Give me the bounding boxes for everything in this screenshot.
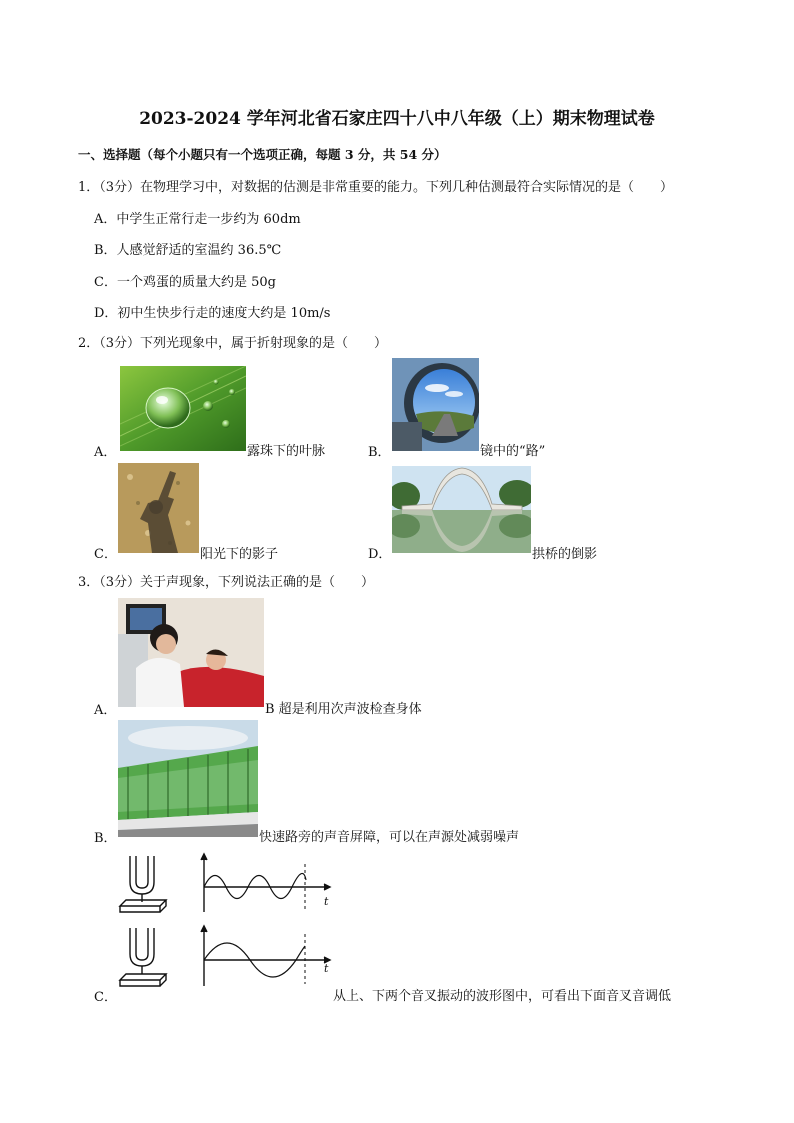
question-2-option-a-letter[interactable]: A． <box>94 445 117 460</box>
lower-waveform-graph <box>201 926 330 986</box>
question-2-option-d-text[interactable]: 拱桥的倒影 <box>532 547 598 562</box>
question-1-option-a[interactable]: A．中学生正常行走一步约为 60dm <box>94 212 301 227</box>
section-heading: 一、选择题（每个小题只有一个选项正确，每题 3 分，共 54 分） <box>78 147 447 162</box>
question-2-option-c-text[interactable]: 阳光下的影子 <box>200 547 279 562</box>
upper-tuning-fork-icon <box>120 856 166 912</box>
question-2-option-b-letter[interactable]: B． <box>368 445 391 460</box>
question-2-stem: 2．（3分）下列光现象中，属于折射现象的是（ ） <box>78 336 388 351</box>
question-3-option-b-text[interactable]: 快速路旁的声音屏障，可以在声源处减弱噪声 <box>259 830 520 845</box>
dewdrop-leaf-photo <box>120 366 246 451</box>
upper-waveform-graph <box>201 854 330 912</box>
shadow-on-ground-photo <box>118 463 199 553</box>
question-1-option-c[interactable]: C．一个鸡蛋的质量大约是 50g <box>94 275 276 290</box>
question-1-option-d[interactable]: D．初中生快步行走的速度大约是 10m/s <box>94 306 331 321</box>
question-2-option-d-letter[interactable]: D． <box>368 547 392 562</box>
question-1-option-b[interactable]: B．人感觉舒适的室温约 36.5℃ <box>94 243 282 258</box>
lower-tuning-fork-icon <box>120 928 166 986</box>
arch-bridge-reflection-photo <box>392 466 531 553</box>
lower-axis-label: t <box>324 962 329 975</box>
noise-barrier-photo <box>118 720 258 837</box>
question-2-option-b-text[interactable]: 镜中的“路” <box>480 444 546 459</box>
upper-axis-label: t <box>324 895 329 908</box>
page-title: 2023-2024 学年河北省石家庄四十八中八年级（上）期末物理试卷 <box>139 109 655 129</box>
ultrasound-exam-photo <box>118 598 264 707</box>
question-3-option-a-text[interactable]: B 超是利用次声波检查身体 <box>265 702 422 717</box>
question-1-stem: 1．（3分）在物理学习中，对数据的估测是非常重要的能力。下列几种估测最符合实际情况的是（ ） <box>78 180 674 195</box>
question-2-option-a-text[interactable]: 露珠下的叶脉 <box>247 444 326 459</box>
question-3-stem: 3．（3分）关于声现象，下列说法正确的是（ ） <box>78 575 375 590</box>
question-3-option-c-text[interactable]: 从上、下两个音叉振动的波形图中，可看出下面音叉音调低 <box>333 989 672 1004</box>
question-3-option-a-letter[interactable]: A． <box>94 703 117 718</box>
car-side-mirror-photo <box>392 358 479 451</box>
tuning-fork-waveform-diagram <box>112 850 342 1000</box>
question-3-option-c-letter[interactable]: C． <box>94 990 117 1005</box>
question-2-option-c-letter[interactable]: C． <box>94 547 117 562</box>
question-3-option-b-letter[interactable]: B． <box>94 831 117 846</box>
